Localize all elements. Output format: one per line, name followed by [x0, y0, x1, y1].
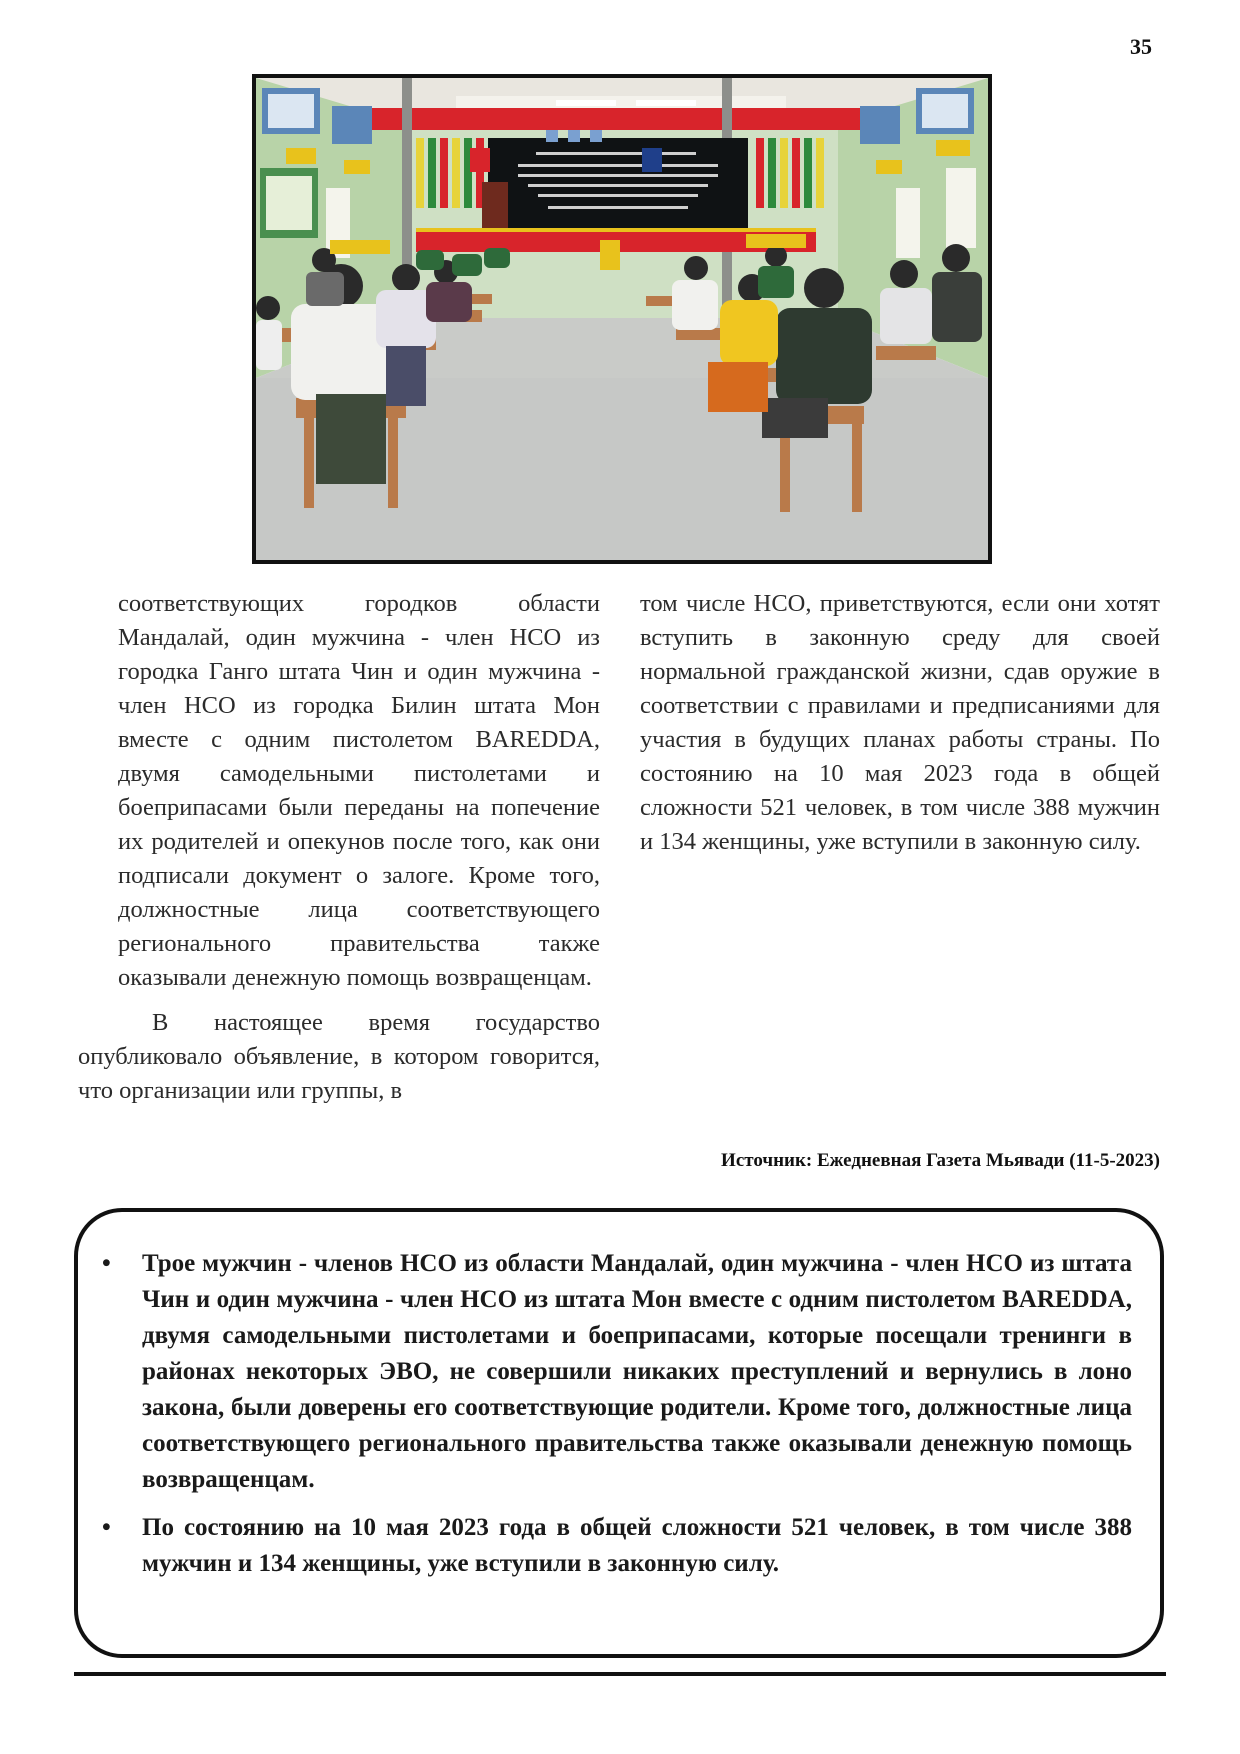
article-left-column [78, 587, 600, 1108]
article-paragraph: В настоящее время государство опубликовало объявление, в котором говорится, что организации или группы, в [78, 1009, 600, 1104]
summary-item [102, 1246, 1132, 1498]
bottom-divider [74, 1672, 1166, 1676]
bullet-icon: • [102, 1250, 111, 1277]
summary-item-text: По состоянию на 10 мая 2023 года в общей сложности 521 человек, в том числе 388 мужчин и 134 женщины, уже вступили в законную силу. [142, 1514, 1132, 1577]
article-paragraph: соответствующих городков области Мандалай, один мужчина - член НСО из городка Ганго штата Чин и один мужчина - член НСО из городка Билин штата Мон вместе с одним пистолетом BAREDDA, двумя самодельными пистолетами и боеприпасами были переданы на попечение их родителей и опекунов после того, как они подписали документ о залоге. Кроме того, должностные лица соответствующего регионального правительства также оказывали денежную помощь возвращенцам. [118, 590, 600, 991]
summary-box [74, 1208, 1164, 1658]
article-paragraph: том числе НСО, приветствуются, если они хотят вступить в законную среду для своей нормальной гражданской жизни, сдав оружие в соответствии с правилами и предписаниями для участия в будущих планах работы страны. По состоянию на 10 мая 2023 года в общей сложности 521 человек, в том числе 388 мужчин и 134 женщины, уже вступили в законную силу. [640, 590, 1160, 855]
summary-item-text: Трое мужчин - членов НСО из области Мандалай, один мужчина - член НСО из штата Чин и один мужчина - член НСО из штата Мон вместе с одним пистолетом BAREDDA, двумя самодельными пистолетами и боеприпасами, которые посещали тренинги в районах некоторых ЭВО, не совершили никаких преступлений и вернулись в лоно закона, были доверены его соответствующие родители. Кроме того, должностные лица соответствующего регионального правительства также оказывали денежную помощь возвращенцам. [142, 1250, 1132, 1493]
source-citation: Источник: Ежедневная Газета Мьявади (11-5-2023) [721, 1150, 1160, 1171]
article-right-column [640, 587, 1160, 859]
summary-item [102, 1510, 1132, 1582]
bullet-icon: • [102, 1514, 111, 1541]
page-number: 35 [1130, 34, 1152, 59]
ceremony-photo [252, 74, 992, 564]
summary-list [102, 1246, 1132, 1582]
